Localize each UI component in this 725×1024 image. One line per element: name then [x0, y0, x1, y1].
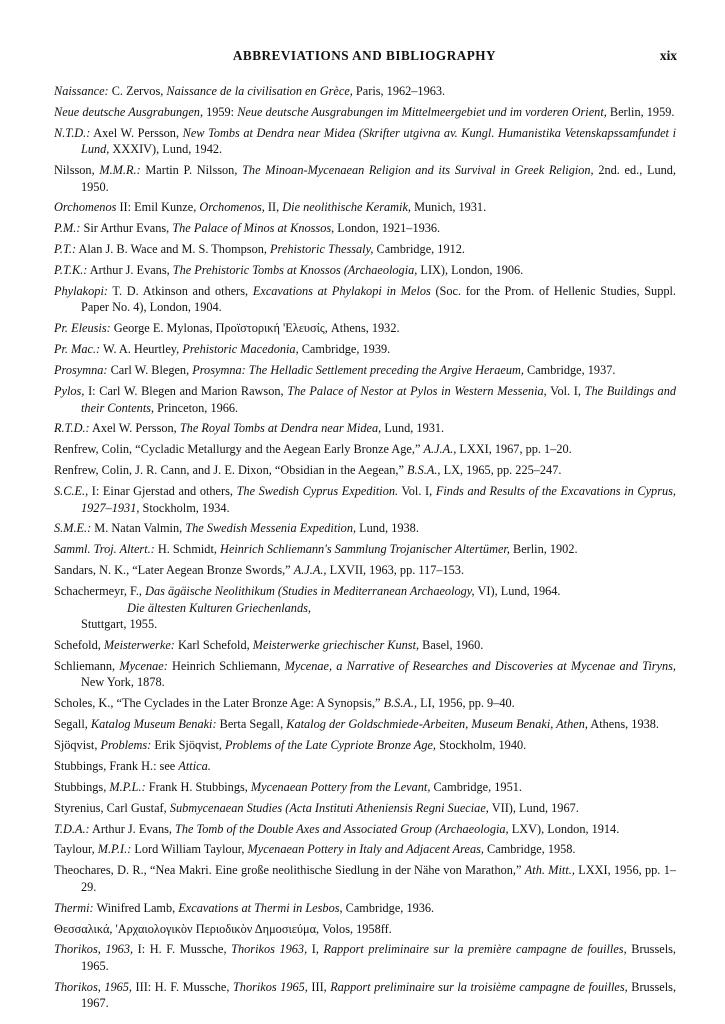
- entry-italic-text: Ath. Mitt.,: [524, 863, 575, 878]
- entry-text: I: Carl W. Blegen and Marion Rawson,: [84, 384, 288, 399]
- entry-italic-text: Thorikos, 1965,: [54, 979, 132, 994]
- entry-text: Heinrich Schliemann,: [167, 658, 285, 673]
- entry-text: 1959:: [203, 104, 238, 119]
- entry-text: Stubbings, Frank H.: see: [54, 758, 179, 773]
- entry-text: C. Zervos,: [108, 84, 167, 98]
- bibliography-entry: [54, 462, 676, 478]
- bibliography-entry: [54, 125, 676, 158]
- entry-italic-text: S.M.E.:: [54, 521, 92, 536]
- entry-italic-text: Excavations at Phylakopi in Melos: [252, 284, 431, 299]
- entry-italic-text: M.M.R.:: [99, 163, 141, 178]
- entry-italic-text: Prehistoric Macedonia,: [182, 342, 299, 357]
- entry-text: Athens, 1938.: [587, 717, 659, 731]
- entry-italic-text: The Palace of Nestor at Pylos in Western Messenia,: [287, 384, 547, 399]
- entry-italic-text: The Prehistoric Tombs at Knossos (Archaeologia,: [172, 263, 418, 278]
- entry-text: Karl Schefold,: [174, 637, 253, 652]
- entry-italic-text: M.P.L.:: [109, 779, 146, 794]
- bibliography-entry: [54, 862, 676, 895]
- entry-text: Cambridge, 1951.: [430, 779, 522, 794]
- bibliography-entry: [54, 420, 676, 436]
- entry-text: W. A. Heurtley,: [100, 342, 183, 357]
- entry-text: Frank H. Stubbings,: [145, 779, 251, 794]
- entry-italic-text: B.S.A.,: [407, 463, 441, 478]
- entry-text: Cambridge, 1937.: [523, 363, 616, 378]
- entry-text: II,: [264, 200, 283, 215]
- entry-text: Cambridge, 1912.: [373, 242, 465, 257]
- entry-italic-text: Prehistoric Thessaly,: [270, 242, 374, 257]
- entry-italic-text: Thorikos 1963,: [231, 942, 308, 957]
- entry-text: LXV), London, 1914.: [508, 821, 620, 836]
- entry-italic-text: Rapport preliminaire sur la première campagne de fouilles,: [323, 942, 627, 957]
- entry-italic-text: Mycenae, a Narrative of Researches and Discoveries at Mycenae and Tiryns,: [284, 658, 676, 673]
- entry-text: Nilsson,: [54, 163, 100, 178]
- entry-text: Munich, 1931.: [411, 200, 487, 215]
- entry-text: Lund, 1931.: [381, 421, 445, 436]
- entry-italic-text: Mycenae:: [119, 658, 168, 673]
- entry-text: Scholes, K., “The Cyclades in the Later Bronze Age: A Synopsis,”: [54, 696, 384, 711]
- entry-italic-text: Pr. Mac.:: [54, 342, 101, 357]
- entry-italic-text: T.D.A.:: [54, 821, 90, 836]
- entry-italic-text: Submycenaean Studies (Acta Instituti Atheniensis Regni Sueciae,: [169, 800, 489, 815]
- page-number: xix: [659, 48, 677, 63]
- bibliography-entry: [54, 737, 676, 753]
- bibliography-entry: [54, 900, 676, 916]
- entry-italic-text: Orchomenos,: [199, 200, 265, 215]
- entry-italic-text: Mycenaean Pottery from the Levant,: [250, 779, 431, 794]
- entry-text: III: H. F. Mussche,: [132, 979, 233, 994]
- bibliography-entry: [54, 341, 676, 357]
- entry-text: LIX), London, 1906.: [417, 263, 524, 278]
- entry-text: LXXI, 1967, pp. 1–20.: [456, 442, 572, 457]
- entry-italic-text: P.T.:: [54, 242, 77, 257]
- entry-text: M. Natan Valmin,: [91, 521, 186, 536]
- bibliography-entry: [54, 483, 676, 516]
- entry-text: Vol. I,: [398, 484, 436, 499]
- entry-text: Princeton, 1966.: [154, 400, 239, 415]
- entry-italic-text: Katalog Museum Benaki:: [90, 717, 217, 731]
- bibliography-entry: [54, 637, 676, 653]
- entry-text: Taylour,: [54, 842, 98, 857]
- entry-text: Axel W. Persson,: [90, 125, 183, 140]
- entry-italic-text: A.J.A.,: [423, 442, 457, 457]
- entry-text: 2nd. ed., Lund, 1950.: [81, 163, 676, 194]
- entry-italic-text: Excavations at Thermi in Lesbos,: [178, 900, 343, 915]
- entry-italic-text: Prosymna: The Helladic Settlement preceding the Argive Heraeum,: [192, 363, 524, 378]
- entry-italic-text: Prosymna:: [54, 363, 108, 378]
- entry-text: Sandars, N. K., “Later Aegean Bronze Swords,”: [54, 563, 294, 578]
- entry-italic-text: Das ägäische Neolithikum (Studies in Mediterranean Archaeology,: [145, 584, 475, 599]
- bibliography-entry: [54, 241, 676, 257]
- bibliography-entry: [54, 520, 676, 536]
- entry-italic-text: The Minoan-Mycenaean Religion and its Survival in Greek Religion,: [242, 163, 594, 178]
- entry-italic-text: Thorikos, 1963,: [54, 942, 134, 957]
- bibliography-entry: [54, 383, 676, 416]
- bibliography-entry: [54, 779, 676, 795]
- running-title: ABBREVIATIONS AND BIBLIOGRAPHY: [232, 48, 497, 63]
- entry-text: Axel W. Persson,: [89, 421, 180, 436]
- bibliography-entry: [54, 162, 676, 195]
- entry-italic-text: Samml. Troj. Altert.:: [54, 542, 155, 557]
- entry-text: Cambridge, 1939.: [298, 342, 391, 357]
- entry-text: Stockholm, 1934.: [139, 500, 230, 515]
- entry-text: Segall,: [54, 717, 91, 731]
- bibliography-entry: [54, 362, 676, 378]
- entry-text: III,: [307, 979, 331, 994]
- entry-italic-text: Neue deutsche Ausgrabungen im Mittelmeergebiet und im vorderen Orient,: [237, 104, 607, 119]
- entry-text: I: H. F. Mussche,: [133, 942, 232, 957]
- page-header: [52, 46, 677, 66]
- bibliography-entry: [54, 320, 676, 336]
- bibliography-entry: [54, 220, 676, 236]
- entry-text: Stubbings,: [54, 779, 110, 794]
- entry-text: LXVII, 1963, pp. 117–153.: [326, 563, 465, 578]
- entry-italic-text: P.T.K.:: [54, 263, 88, 278]
- bibliography-entry: [54, 695, 676, 711]
- entry-text: Schliemann,: [54, 658, 120, 673]
- entry-italic-text: Phylakopi:: [54, 284, 108, 299]
- entry-text: Θεσσαλικά, 'Αρχαιολογικὸν Περιοδικὸν Δημοσιεύμα, Volos, 1958ff.: [54, 921, 392, 936]
- entry-text: Martin P. Nilsson,: [140, 163, 243, 178]
- entry-text: Berta Segall,: [216, 717, 287, 731]
- entry-italic-text: Meisterwerke:: [103, 637, 175, 652]
- entry-text: Erik Sjöqvist,: [151, 737, 226, 752]
- entry-italic-text: The Buildings and their Contents,: [81, 384, 676, 415]
- entry-italic-text: P.M.:: [54, 221, 81, 236]
- bibliography-entry: [54, 541, 676, 557]
- entry-text: Renfrew, Colin, J. R. Cann, and J. E. Dixon, “Obsidian in the Aegean,”: [54, 463, 408, 478]
- entry-text: H. Schmidt,: [154, 542, 221, 557]
- entry-text: New York, 1878.: [81, 675, 165, 690]
- entry-text: Vol. I,: [546, 384, 585, 399]
- bibliography-entry: [54, 921, 676, 937]
- entry-italic-text: Finds and Results of the Excavations in Cyprus, 1927–1931,: [81, 484, 676, 515]
- entry-text: I: Einar Gjerstad and others,: [88, 484, 237, 499]
- entry-text: George E. Mylonas, Προϊστορική 'Ελευσίς, Athens, 1932.: [110, 321, 400, 336]
- entry-text: Berlin, 1959.: [606, 104, 675, 119]
- entry-text: Stuttgart, 1955.: [81, 616, 158, 631]
- entry-italic-text: Thorikos 1965,: [232, 979, 308, 994]
- entry-italic-text: New Tombs at Dendra near Midea (Skrifter utgivna av. Kungl. Humanistika Vetenskapssamfundet i Lund,: [81, 125, 676, 157]
- bibliography-entry: [54, 441, 676, 457]
- entry-text: Cambridge, 1958.: [483, 842, 576, 857]
- entry-italic-text: The Royal Tombs at Dendra near Midea,: [179, 421, 382, 436]
- entry-text: Lund, 1938.: [356, 521, 419, 536]
- entry-italic-text: Meisterwerke griechischer Kunst,: [252, 637, 420, 652]
- entry-italic-text: Mycenaean Pottery in Italy and Adjacent Areas,: [247, 842, 484, 857]
- entry-text: Winifred Lamb,: [93, 900, 179, 915]
- entry-italic-text: Neue deutsche Ausgrabungen,: [54, 104, 204, 119]
- entry-italic-text: Pr. Eleusis:: [54, 321, 111, 336]
- entry-text: Alan J. B. Wace and M. S. Thompson,: [76, 242, 271, 257]
- entry-text: Arthur J. Evans,: [89, 821, 176, 836]
- entry-text: Styrenius, Carl Gustaf,: [54, 800, 170, 815]
- entry-italic-text: Rapport preliminaire sur la troisième campagne de fouilles,: [330, 979, 628, 994]
- entry-italic-text: R.T.D.:: [54, 421, 90, 436]
- entry-italic-text: Problems of the Late Cypriote Bronze Age,: [225, 737, 437, 752]
- entry-text: Renfrew, Colin, “Cycladic Metallurgy and the Aegean Early Bronze Age,”: [54, 442, 424, 457]
- entry-text: Brussels, 1967.: [81, 979, 677, 1011]
- entry-text: Carl W. Blegen,: [107, 363, 193, 378]
- entry-text: (Soc. for the Prom. of Hellenic Studies, Suppl. Paper No. 4), London, 1904.: [81, 284, 676, 315]
- entry-italic-text: The Tomb of the Double Axes and Associated Group (Archaeologia,: [175, 821, 509, 836]
- bibliography-entry: [54, 716, 676, 732]
- entry-italic-text: B.S.A.,: [383, 696, 418, 711]
- entry-italic-text: Attica.: [178, 758, 211, 773]
- entry-italic-text: Naissance de la civilisation en Grèce,: [166, 84, 353, 98]
- entry-text: LXXI, 1956, pp. 1–29.: [81, 863, 676, 894]
- entry-italic-text: The Swedish Cyprus Expedition.: [236, 484, 399, 499]
- entry-italic-text: M.P.I.:: [97, 842, 132, 857]
- entry-text: Paris, 1962–1963.: [352, 84, 446, 98]
- bibliography-entry: [54, 841, 676, 857]
- entry-text: LI, 1956, pp. 9–40.: [417, 696, 515, 711]
- entry-text: II: Emil Kunze,: [116, 200, 200, 215]
- entry-italic-text: Pylos,: [54, 384, 85, 399]
- entry-text: Stockholm, 1940.: [436, 737, 527, 752]
- entry-italic-text: Thermi:: [54, 900, 94, 915]
- entry-italic-text: A.J.A.,: [293, 563, 327, 578]
- entry-italic-text: S.C.E.,: [54, 484, 89, 499]
- bibliography-entry: [54, 283, 676, 316]
- entry-text: XXXIV), Lund, 1942.: [109, 142, 223, 157]
- entry-italic-text: Orchomenos: [54, 200, 117, 215]
- entry-text: Cambridge, 1936.: [342, 900, 435, 915]
- entry-text: VII), Lund, 1967.: [488, 800, 579, 815]
- entry-text: Sjöqvist,: [54, 737, 101, 752]
- bibliography-entry: [54, 821, 676, 837]
- bibliography-entry: [54, 979, 676, 1012]
- entry-text: I,: [307, 942, 324, 957]
- bibliography-entry: [54, 658, 676, 691]
- entry-italic-text: Die neolithische Keramik,: [282, 200, 412, 215]
- bibliography-entry: [54, 83, 676, 99]
- bibliography-entry: [54, 262, 676, 278]
- entry-text: T. D. Atkinson and others,: [107, 284, 253, 299]
- bibliography-entry: [54, 758, 676, 774]
- entry-text: LX, 1965, pp. 225–247.: [440, 463, 562, 478]
- entry-text: Brussels, 1965.: [81, 942, 676, 973]
- entry-italic-text: N.T.D.:: [54, 125, 91, 140]
- entry-text: Schachermeyr, F.,: [54, 584, 146, 599]
- entry-text: Arthur J. Evans,: [87, 263, 173, 278]
- entry-text: Sir Arthur Evans,: [80, 221, 173, 236]
- entry-text: Berlin, 1902.: [509, 542, 578, 557]
- entry-text: Theochares, D. R., “Nea Makri. Eine große neolithische Siedlung in der Nähe von Marathon,”: [54, 863, 525, 878]
- entry-italic-text: Naissance:: [54, 84, 109, 98]
- entry-italic-text: Die ältesten Kulturen Griechenlands,: [127, 600, 311, 615]
- entry-italic-text: Katalog der Goldschmiede-Arbeiten, Museum Benaki, Athen,: [286, 717, 588, 731]
- bibliography-list: [54, 83, 676, 1016]
- bibliography-entry: [54, 562, 676, 578]
- entry-text: Basel, 1960.: [419, 637, 484, 652]
- entry-text: VI), Lund, 1964.: [474, 584, 561, 599]
- entry-italic-text: The Palace of Minos at Knossos,: [172, 221, 335, 236]
- bibliography-entry: [54, 800, 676, 816]
- bibliography-entry: [54, 583, 676, 632]
- entry-italic-text: Problems:: [100, 737, 152, 752]
- entry-text: Lord William Taylour,: [131, 842, 248, 857]
- bibliography-entry: [54, 941, 676, 974]
- bibliography-entry: [54, 104, 676, 120]
- entry-italic-text: The Swedish Messenia Expedition,: [185, 521, 357, 536]
- entry-text: Schefold,: [54, 637, 104, 652]
- entry-text: London, 1921–1936.: [334, 221, 441, 236]
- entry-italic-text: Heinrich Schliemann's Sammlung Trojanischer Altertümer,: [220, 542, 510, 557]
- bibliography-entry: [54, 199, 676, 215]
